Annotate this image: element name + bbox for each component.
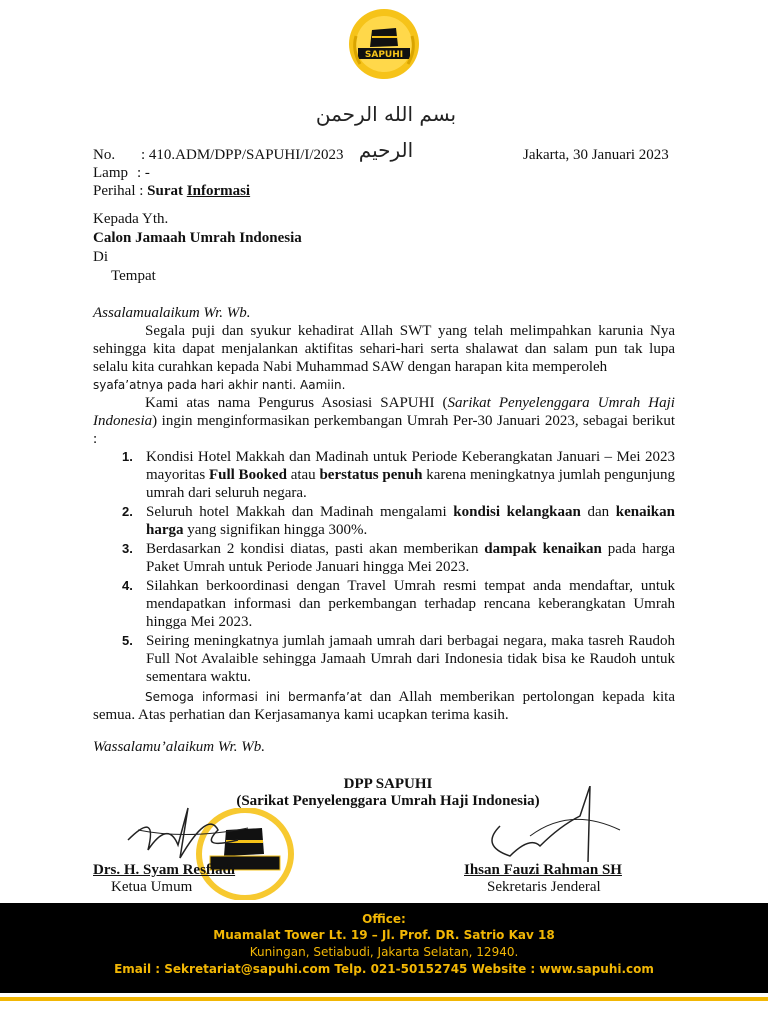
paragraph-opening: [93, 322, 675, 376]
item-bold: Full Booked: [208, 467, 287, 483]
office-footer: [0, 903, 768, 993]
list-number: 2.: [122, 504, 133, 519]
paragraph-opening-text: Segala puji dan syukur kehadirat Allah SWT yang telah melimpahkan karunia Nya sehingga kita dapat menjalankan aktifitas sehari-hari serta shalawat dan salam pun tak lupa selalu kita curahkan kepada Nabi Muhammad SAW dengan harapan kita memperoleh: [93, 323, 675, 375]
recipient-place: Tempat: [111, 268, 156, 284]
item-text: Silahkan berkoordinasi dengan Travel Umrah resmi tempat anda mendaftar, untuk mendapatkan informasi dan perkembangan terhadap rencana keberangkatan Umrah hingga Mei 2023.: [146, 578, 675, 630]
list-item: [116, 503, 675, 539]
perihal-label: Perihal: [93, 183, 136, 199]
footer-gold-rule: [0, 997, 768, 1001]
list-number: 1.: [122, 449, 133, 464]
logo-text: SAPUHI: [364, 50, 404, 60]
letter-attachment: [93, 164, 150, 182]
signatory-left-title: Ketua Umum: [111, 879, 193, 895]
lamp-label: Lamp: [93, 165, 128, 181]
list-item: [116, 577, 675, 631]
footer-address-2: Kuningan, Setiabudi, Jakarta Selatan, 12940.: [249, 945, 519, 959]
item-bold: kondisi kelangkaan: [453, 504, 581, 520]
item-text: Kondisi Hotel Makkah dan Madinah untuk Periode Keberangkatan Januari – Mei 2023 mayoritas: [146, 449, 675, 483]
letter-date: Jakarta, 30 Januari 2023: [523, 147, 669, 163]
item-text: Seiring meningkatnya jumlah jamaah umrah dari berbagai negara, maka tasreh Raudoh Full Not Avalaible sehingga Jamaah Umrah dari Indonesia tidak bisa ke Raudoh untuk sementara waktu.: [146, 633, 675, 685]
signatory-left-name: Drs. H. Syam Resfiadi: [93, 862, 236, 878]
signatory-right-title: Sekretaris Jenderal: [487, 879, 601, 895]
intro-text-a: Kami atas nama Pengurus Asosiasi SAPUHI (: [145, 395, 448, 411]
recipient-salutation: Kepada Yth.: [93, 211, 169, 227]
sapuhi-logo: [346, 6, 422, 82]
list-number: 4.: [122, 578, 133, 593]
subject-word-1: Surat: [147, 183, 184, 199]
bismillah-calligraphy: بسم الله الرحمن الرحيم: [315, 102, 457, 162]
list-number: 3.: [122, 541, 133, 556]
letter-number: [93, 146, 344, 164]
item-text: Seluruh hotel Makkah dan Madinah mengalami: [146, 504, 454, 520]
item-bold: berstatus penuh: [319, 467, 423, 483]
no-value: : 410.ADM/DPP/SAPUHI/I/2023: [141, 147, 344, 163]
intro-text-b: ) ingin menginformasikan perkembangan Umrah Per-30 Januari 2023, sebagai berikut :: [93, 413, 675, 447]
subject-word-2: Informasi: [186, 183, 251, 199]
intro-text-italic: Sarikat Penyelenggara Umrah Haji Indonesia: [93, 395, 675, 429]
farewell: Wassalamu’alaikum Wr. Wb.: [93, 739, 265, 755]
recipient-name: Calon Jamaah Umrah Indonesia: [93, 230, 302, 246]
footer-contact: Email : Sekretariat@sapuhi.com Telp. 021-50152745 Website : www.sapuhi.com: [114, 962, 654, 976]
letter-subject: [93, 182, 250, 200]
item-text: karena meningkatnya jumlah pengunjung umrah dari seluruh negara.: [146, 467, 675, 501]
list-item: [116, 448, 675, 502]
item-text: atau: [286, 467, 320, 483]
paragraph-opening-tail: syafa’atnya pada hari akhir nanti. Aamiin.: [93, 378, 346, 392]
paragraph-closing: [93, 688, 675, 724]
list-item: [116, 632, 675, 686]
lamp-value: : -: [137, 165, 150, 181]
signature-org: DPP SAPUHI: [343, 776, 433, 792]
signature-left-scribble: [118, 800, 258, 864]
item-bold: dampak kenaikan: [484, 541, 602, 557]
recipient-di: Di: [93, 249, 108, 265]
signatory-right-name: Ihsan Fauzi Rahman SH: [464, 862, 622, 878]
item-text: pada harga Paket Umrah untuk Periode Januari hingga Mei 2023.: [146, 541, 675, 575]
list-item: [116, 540, 675, 576]
item-bold: kenaikan harga: [146, 504, 675, 538]
item-text: dan: [580, 504, 616, 520]
perihal-sep: :: [139, 183, 148, 199]
list-number: 5.: [122, 633, 133, 648]
no-label: No.: [93, 147, 116, 163]
item-text: Berdasarkan 2 kondisi diatas, pasti akan memberikan: [146, 541, 485, 557]
paragraph-intro: [93, 394, 675, 448]
info-list: [116, 448, 675, 686]
greeting: Assalamualaikum Wr. Wb.: [93, 305, 251, 321]
item-text: yang signifikan hingga 300%.: [183, 522, 368, 538]
closing-text-a: Semoga informasi ini bermanfa’at: [145, 690, 362, 704]
footer-address-1: Muamalat Tower Lt. 19 – Jl. Prof. DR. Satrio Kav 18: [213, 928, 555, 942]
signature-right-scribble: [470, 786, 630, 870]
signature-org-full: (Sarikat Penyelenggara Umrah Haji Indonesia): [236, 793, 540, 809]
closing-text-b: dan Allah memberikan pertolongan kepada kita semua. Atas perhatian dan Kerjasamanya kami ucapkan terima kasih.: [93, 689, 675, 723]
footer-title: Office:: [362, 912, 406, 926]
